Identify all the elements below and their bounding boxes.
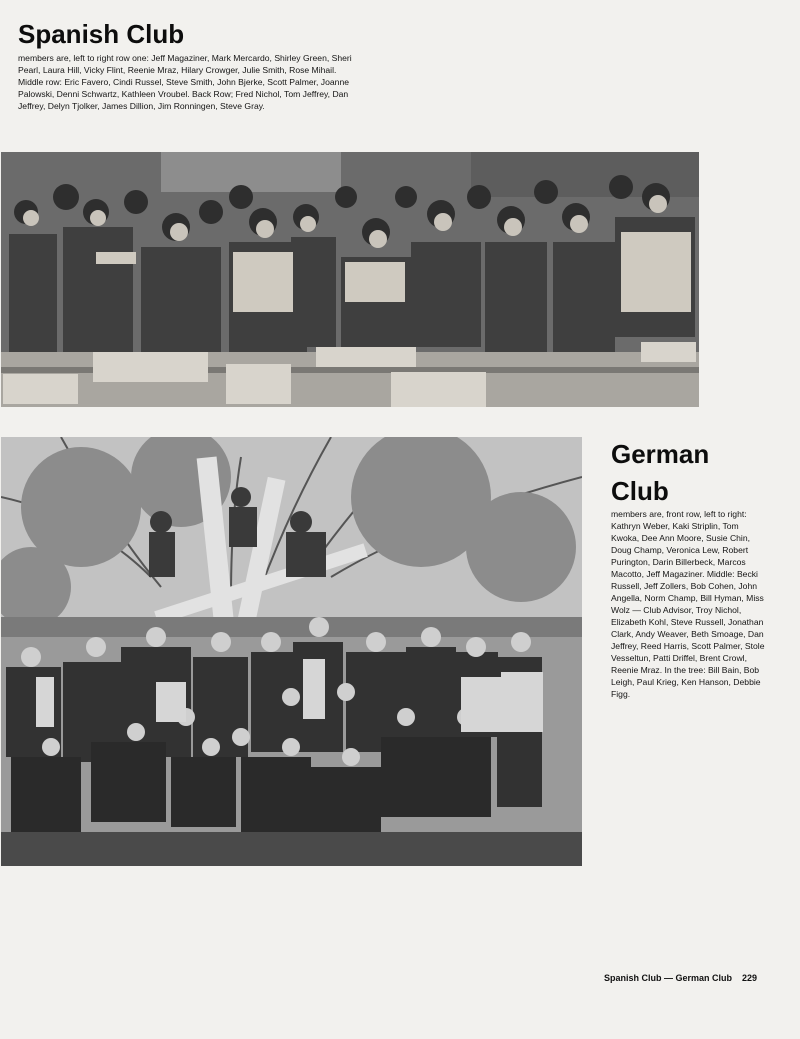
german-club-caption: members are, front row, left to right: Kathryn Weber, Kaki Striplin, Tom Kwoka, Dee Ann Moore, Susie Chin, Doug Champ, Veronica Lew, Robert Purington, Darin Billerbeck, Marcos Macotto, Jeff Magaziner. Middle: Becki Russell, Jeff Zollers, Bob Cohen, John Angella, Norm Champ, Bill Hyman, Miss Wolz — Club Advisor, Troy Nichol, Elizabeth Kohl, Steve Russell, Jonathan Clark, Andy Weaver, Beth Smoage, Dan Jeffrey, Reed Harris, Scott Palmer, Stole Vesseltun, Patti Driffel, Brent Crowl, Reenie Mraz. In the tree: Bill Bain, Bob Leigh, Paul Krieg, Ken Hanson, Debbie Figg. (611, 509, 765, 699)
page-number: 229 (742, 973, 758, 983)
spanish-club-caption: members are, left to right row one: Jeff Magaziner, Mark Mercardo, Shirley Green, Sheri Pearl, Laura Hill, Vicky Flint, Reenie Mraz, Hilary Crowger, Julie Smith, Rose Mihail. Middle row: Eric Favero, Cindi Russel, Steve Smith, John Bjerke, Scott Palmer, Joanne Palowski, Denni Schwartz, Kathleen Vroubel. Back Row; Fred Nichol, Tom Jeffrey, Dan Jeffrey, Delyn Tjolker, James Dillion, Jim Ronningen, Steve Gray. (18, 53, 352, 111)
german-club-photo (1, 437, 582, 866)
spanish-club-photo (1, 152, 699, 407)
spanish-club-photo-image (1, 152, 699, 407)
german-club-title (611, 436, 721, 510)
german-club-photo-image (1, 437, 582, 866)
german-club-title-text: German Club (611, 439, 710, 506)
page-footer-section: Spanish Club — German Club (604, 973, 733, 983)
spanish-club-title: Spanish Club (18, 19, 185, 49)
